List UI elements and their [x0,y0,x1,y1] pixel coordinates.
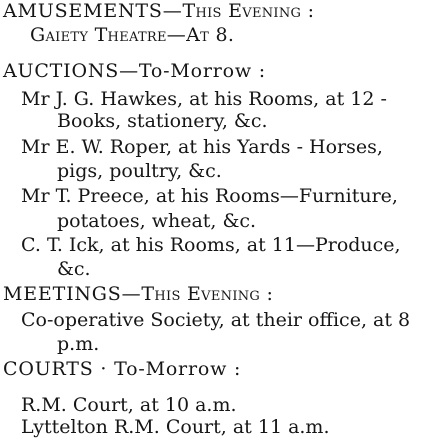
auctions-when: To-Morrow : [138,60,266,82]
courts-heading-line [3,358,241,380]
courts-item: Lyttelton R.M. Court, at 11 a.m. [21,416,330,438]
auctions-heading-line [3,60,266,82]
meetings-heading: MEETINGS— [3,283,142,305]
amusements-heading-line [3,0,314,22]
amusements-heading: AMUSEMENTS— [3,0,183,22]
auctions-item-continuation: Books, stationery, &c. [57,110,268,132]
auctions-item: Mr J. G. Hawkes, at his Rooms, at 12 - [21,88,387,110]
auctions-item: Mr E. W. Roper, at his Yards - Horses, [21,136,383,158]
meetings-when: This Evening : [141,283,274,305]
amusements-item: Gaiety Theatre—At 8. [30,24,235,46]
meetings-heading-line [3,283,273,305]
auctions-item: C. T. Ick, at his Rooms, at 11—Produce, [21,234,401,256]
auctions-item-continuation: pigs, poultry, &c. [57,160,222,182]
auctions-item-continuation: &c. [57,258,91,280]
auctions-item: Mr T. Preece, at his Rooms—Furniture, [21,185,398,207]
courts-heading: COURTS · [3,358,115,380]
meetings-item-continuation: p.m. [57,333,100,355]
courts-when: To-Morrow : [114,358,242,380]
auctions-heading: AUCTIONS— [3,60,139,82]
courts-item: R.M. Court, at 10 a.m. [21,394,237,416]
amusements-when: This Evening : [182,0,315,22]
meetings-item: Co-operative Society, at their office, at 8 [21,309,411,331]
auctions-item-continuation: potatoes, wheat, &c. [57,210,257,232]
